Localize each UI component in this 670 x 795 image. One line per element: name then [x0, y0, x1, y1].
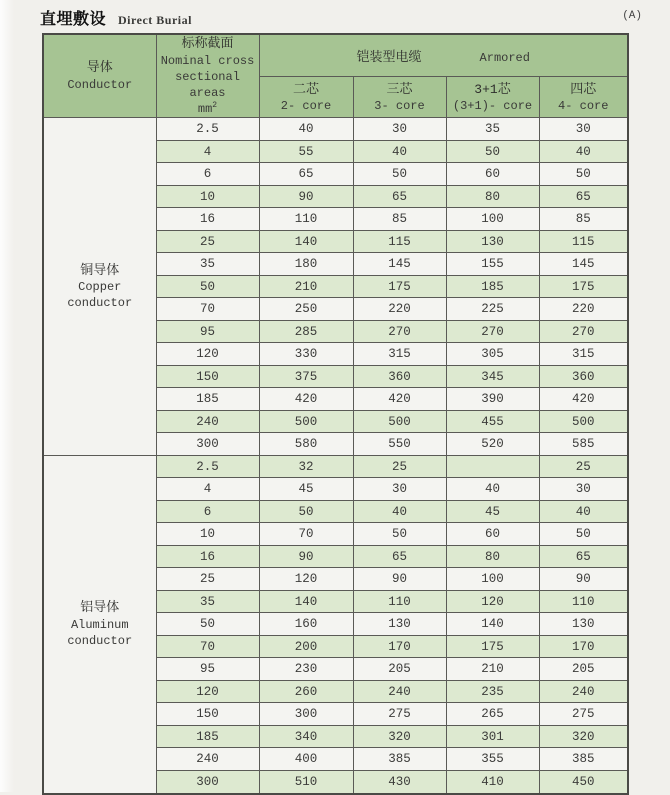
ampacity-cell: 175 [539, 275, 628, 298]
size-cell: 300 [156, 770, 259, 794]
page-title-zh: 直埋敷设 [40, 11, 107, 28]
ampacity-cell [446, 455, 539, 478]
size-cell: 35 [156, 590, 259, 613]
header-nominal-cross-section [156, 34, 259, 118]
ampacity-cell: 40 [446, 478, 539, 501]
ampacity-cell: 420 [539, 388, 628, 411]
size-cell: 120 [156, 680, 259, 703]
ampacity-cell: 205 [353, 658, 446, 681]
ampacity-cell: 345 [446, 365, 539, 388]
ampacity-cell: 50 [539, 523, 628, 546]
ampacity-cell: 320 [353, 725, 446, 748]
ampacity-cell: 510 [259, 770, 353, 794]
ampacity-cell: 35 [446, 118, 539, 141]
ampacity-cell: 145 [353, 253, 446, 276]
ampacity-cell: 140 [259, 230, 353, 253]
ampacity-cell: 360 [539, 365, 628, 388]
header-core-col-1: 二芯 2- core [259, 77, 353, 118]
ampacity-cell: 120 [259, 568, 353, 591]
ampacity-cell: 240 [353, 680, 446, 703]
ampacity-cell: 65 [539, 545, 628, 568]
ampacity-cell: 260 [259, 680, 353, 703]
header-conductor [43, 34, 156, 118]
ampacity-cell: 155 [446, 253, 539, 276]
ampacity-table [42, 33, 629, 795]
ampacity-cell: 90 [259, 185, 353, 208]
size-cell: 2.5 [156, 455, 259, 478]
ampacity-cell: 130 [539, 613, 628, 636]
header-armored-en: Armored [479, 50, 530, 65]
header-core-col-4: 四芯 4- core [539, 77, 628, 118]
header-core-col-3: 3+1芯 (3+1)- core [446, 77, 539, 118]
ampacity-cell: 240 [539, 680, 628, 703]
ampacity-cell: 130 [353, 613, 446, 636]
ampacity-cell: 65 [353, 185, 446, 208]
ampacity-cell: 420 [353, 388, 446, 411]
size-cell: 120 [156, 343, 259, 366]
ampacity-cell: 340 [259, 725, 353, 748]
ampacity-cell: 85 [539, 208, 628, 231]
ampacity-cell: 185 [446, 275, 539, 298]
size-cell: 300 [156, 433, 259, 456]
ampacity-cell: 265 [446, 703, 539, 726]
ampacity-cell: 315 [353, 343, 446, 366]
ampacity-cell: 330 [259, 343, 353, 366]
ampacity-cell: 235 [446, 680, 539, 703]
ampacity-cell: 30 [353, 478, 446, 501]
ampacity-cell: 140 [446, 613, 539, 636]
ampacity-cell: 25 [353, 455, 446, 478]
table-row [43, 118, 628, 141]
ampacity-cell: 55 [259, 140, 353, 163]
ampacity-cell: 90 [539, 568, 628, 591]
ampacity-cell: 580 [259, 433, 353, 456]
ampacity-cell: 170 [353, 635, 446, 658]
ampacity-cell: 390 [446, 388, 539, 411]
header-conductor-en: Conductor [67, 77, 133, 92]
ampacity-cell: 115 [353, 230, 446, 253]
ampacity-cell: 90 [353, 568, 446, 591]
ampacity-cell: 65 [353, 545, 446, 568]
ampacity-cell: 100 [446, 208, 539, 231]
ampacity-cell: 250 [259, 298, 353, 321]
ampacity-cell: 40 [353, 500, 446, 523]
size-cell: 4 [156, 140, 259, 163]
size-cell: 35 [156, 253, 259, 276]
header-armored-cable [259, 34, 628, 77]
ampacity-cell: 110 [539, 590, 628, 613]
ampacity-cell: 220 [539, 298, 628, 321]
header-nominal-unit: $mm^2$ [197, 101, 218, 117]
ampacity-cell: 90 [259, 545, 353, 568]
ampacity-cell: 45 [259, 478, 353, 501]
ampacity-cell: 130 [446, 230, 539, 253]
header-nominal-en2: sectional areas [175, 69, 240, 100]
ampacity-cell: 360 [353, 365, 446, 388]
ampacity-cell: 300 [259, 703, 353, 726]
size-cell: 16 [156, 545, 259, 568]
ampacity-cell: 120 [446, 590, 539, 613]
ampacity-cell: 50 [353, 523, 446, 546]
size-cell: 2.5 [156, 118, 259, 141]
ampacity-cell: 180 [259, 253, 353, 276]
ampacity-cell: 110 [353, 590, 446, 613]
ampacity-cell: 50 [539, 163, 628, 186]
header-nominal-en1: Nominal cross [160, 53, 255, 68]
size-cell: 50 [156, 275, 259, 298]
size-cell: 240 [156, 748, 259, 771]
ampacity-cell: 170 [539, 635, 628, 658]
size-cell: 185 [156, 388, 259, 411]
conductor-label-copper: 铜导体 Copper conductor [43, 118, 156, 456]
ampacity-cell: 550 [353, 433, 446, 456]
conductor-label-aluminum: 铝导体 Aluminum conductor [43, 455, 156, 794]
table-row [43, 455, 628, 478]
size-cell: 25 [156, 230, 259, 253]
ampacity-cell: 500 [259, 410, 353, 433]
ampacity-cell: 25 [539, 455, 628, 478]
size-cell: 70 [156, 298, 259, 321]
size-cell: 70 [156, 635, 259, 658]
ampacity-cell: 50 [353, 163, 446, 186]
table-body [43, 118, 628, 794]
ampacity-cell: 225 [446, 298, 539, 321]
ampacity-cell: 50 [446, 140, 539, 163]
ampacity-cell: 65 [259, 163, 353, 186]
ampacity-cell: 30 [353, 118, 446, 141]
ampacity-cell: 70 [259, 523, 353, 546]
page-header [40, 6, 630, 30]
ampacity-cell: 160 [259, 613, 353, 636]
size-cell: 240 [156, 410, 259, 433]
ampacity-cell: 520 [446, 433, 539, 456]
ampacity-cell: 175 [353, 275, 446, 298]
ampacity-cell: 230 [259, 658, 353, 681]
size-cell: 16 [156, 208, 259, 231]
ampacity-cell: 40 [259, 118, 353, 141]
ampacity-cell: 355 [446, 748, 539, 771]
ampacity-cell: 305 [446, 343, 539, 366]
ampacity-cell: 205 [539, 658, 628, 681]
ampacity-cell: 175 [446, 635, 539, 658]
size-cell: 6 [156, 500, 259, 523]
size-cell: 10 [156, 523, 259, 546]
size-cell: 150 [156, 703, 259, 726]
ampacity-cell: 270 [446, 320, 539, 343]
ampacity-cell: 100 [446, 568, 539, 591]
ampacity-cell: 400 [259, 748, 353, 771]
ampacity-cell: 385 [539, 748, 628, 771]
ampacity-cell: 430 [353, 770, 446, 794]
header-core-col-2: 三芯 3- core [353, 77, 446, 118]
ampacity-cell: 40 [539, 500, 628, 523]
ampacity-cell: 115 [539, 230, 628, 253]
ampacity-cell: 60 [446, 523, 539, 546]
ampacity-cell: 500 [539, 410, 628, 433]
size-cell: 150 [156, 365, 259, 388]
ampacity-cell: 65 [539, 185, 628, 208]
ampacity-cell: 80 [446, 185, 539, 208]
ampacity-cell: 585 [539, 433, 628, 456]
ampacity-cell: 315 [539, 343, 628, 366]
ampacity-cell: 275 [353, 703, 446, 726]
ampacity-cell: 50 [259, 500, 353, 523]
ampacity-cell: 40 [539, 140, 628, 163]
header-conductor-zh: 导体 [86, 60, 113, 76]
ampacity-cell: 80 [446, 545, 539, 568]
page-title [40, 11, 192, 28]
page-edge-shadow [0, 0, 14, 792]
ampacity-cell: 200 [259, 635, 353, 658]
ampacity-cell: 270 [539, 320, 628, 343]
size-cell: 50 [156, 613, 259, 636]
ampacity-cell: 220 [353, 298, 446, 321]
unit-corner-label: (A) [622, 10, 642, 22]
ampacity-cell: 45 [446, 500, 539, 523]
size-cell: 95 [156, 320, 259, 343]
ampacity-cell: 320 [539, 725, 628, 748]
ampacity-cell: 455 [446, 410, 539, 433]
ampacity-cell: 270 [353, 320, 446, 343]
ampacity-cell: 60 [446, 163, 539, 186]
header-nominal-zh: 标称截面 [181, 36, 234, 51]
size-cell: 95 [156, 658, 259, 681]
ampacity-cell: 420 [259, 388, 353, 411]
table-header [43, 34, 628, 118]
size-cell: 25 [156, 568, 259, 591]
ampacity-cell: 40 [353, 140, 446, 163]
header-armored-zh: 铠装型电缆 [356, 49, 422, 65]
ampacity-cell: 30 [539, 478, 628, 501]
size-cell: 6 [156, 163, 259, 186]
page-title-en: Direct Burial [118, 13, 192, 27]
ampacity-cell: 145 [539, 253, 628, 276]
ampacity-cell: 410 [446, 770, 539, 794]
ampacity-cell: 140 [259, 590, 353, 613]
ampacity-cell: 301 [446, 725, 539, 748]
size-cell: 185 [156, 725, 259, 748]
ampacity-cell: 385 [353, 748, 446, 771]
ampacity-cell: 500 [353, 410, 446, 433]
size-cell: 4 [156, 478, 259, 501]
ampacity-cell: 375 [259, 365, 353, 388]
ampacity-cell: 275 [539, 703, 628, 726]
ampacity-cell: 32 [259, 455, 353, 478]
ampacity-cell: 30 [539, 118, 628, 141]
ampacity-cell: 210 [446, 658, 539, 681]
ampacity-cell: 110 [259, 208, 353, 231]
ampacity-cell: 210 [259, 275, 353, 298]
ampacity-cell: 85 [353, 208, 446, 231]
size-cell: 10 [156, 185, 259, 208]
ampacity-cell: 450 [539, 770, 628, 794]
ampacity-cell: 285 [259, 320, 353, 343]
